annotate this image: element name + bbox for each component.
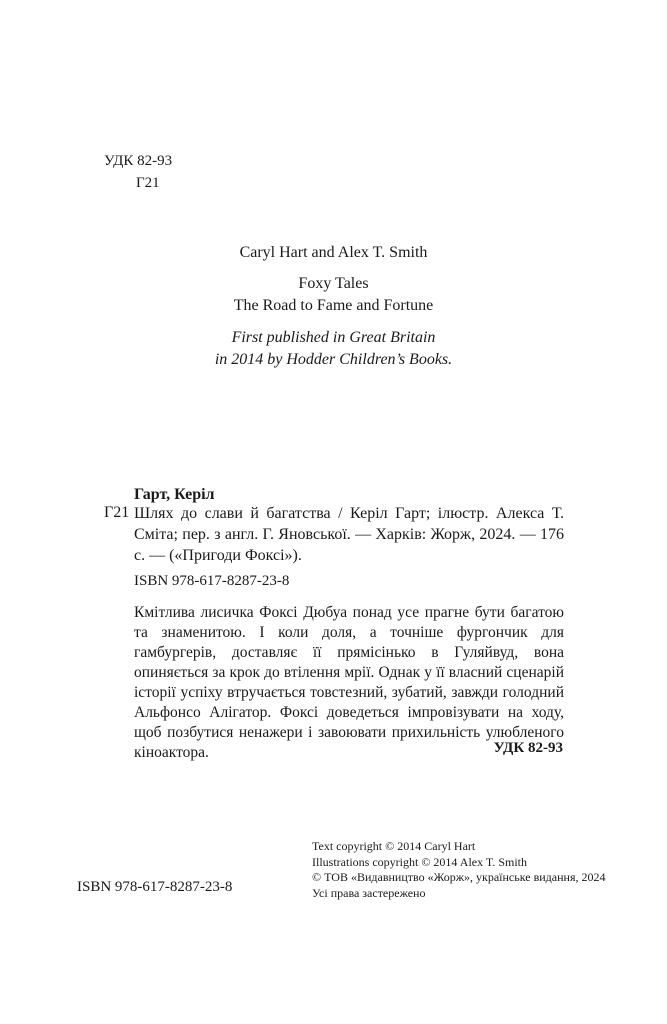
catalog-author-sign: Г21 <box>104 504 130 521</box>
original-title: The Road to Fame and Fortune <box>233 297 434 314</box>
udc-top-block <box>104 150 172 194</box>
first-published-note <box>0 327 667 371</box>
original-authors: Caryl Hart and Alex T. Smith <box>239 244 428 261</box>
original-titles <box>0 273 667 317</box>
first-published-line-1: First published in Great Britain <box>231 329 436 346</box>
isbn-bottom: ISBN 978-617-8287-23-8 <box>77 879 233 895</box>
author-sign-top: Г21 <box>136 175 160 191</box>
catalog-author-heading: Гарт, Керіл <box>134 486 215 503</box>
copyright-block <box>312 839 605 901</box>
text-copyright: Text copyright © 2014 Caryl Hart <box>312 839 476 853</box>
illustrations-copyright: Illustrations copyright © 2014 Alex T. Smith <box>312 854 527 869</box>
original-series: Foxy Tales <box>298 275 369 292</box>
first-published-line-2: in 2014 by Hodder Children’s Books. <box>214 351 453 368</box>
rights-reserved: Усі права застережено <box>312 885 426 900</box>
publisher-copyright: © ТОВ «Видавництво «Жорж», українське видання, 2024 <box>312 870 606 884</box>
catalog-description: Шлях до слави й багатства / Керіл Гарт; ілюстр. Алекса Т. Сміта; пер. з англ. Г. Яновської. — Харків: Жорж, 2024. — 176 с. — («Пригоди Фоксі»). <box>134 505 564 564</box>
catalog-isbn: ISBN 978-617-8287-23-8 <box>134 573 290 589</box>
book-annotation: Кмітлива лисичка Фоксі Дюбуа понад усе прагне бути багатою та знаменитою. І коли доля, а точніше фургончик для гамбургерів, доставляє її прямісінько в Гуляйвуд, вона опиняється за крок до втілення мрії. Однак у її власний сценарій історії успіху втручається товстезний, зубатий, завжди голодний Альфонсо Алігатор. Фоксі доведеться імпровізувати на ходу, щоб позбутися ненажери і завоювати прихильність улюбленого кіноактора. <box>134 604 564 761</box>
udc-code-bottom: УДК 82-93 <box>493 740 563 756</box>
udc-code-top: УДК 82-93 <box>104 153 173 169</box>
